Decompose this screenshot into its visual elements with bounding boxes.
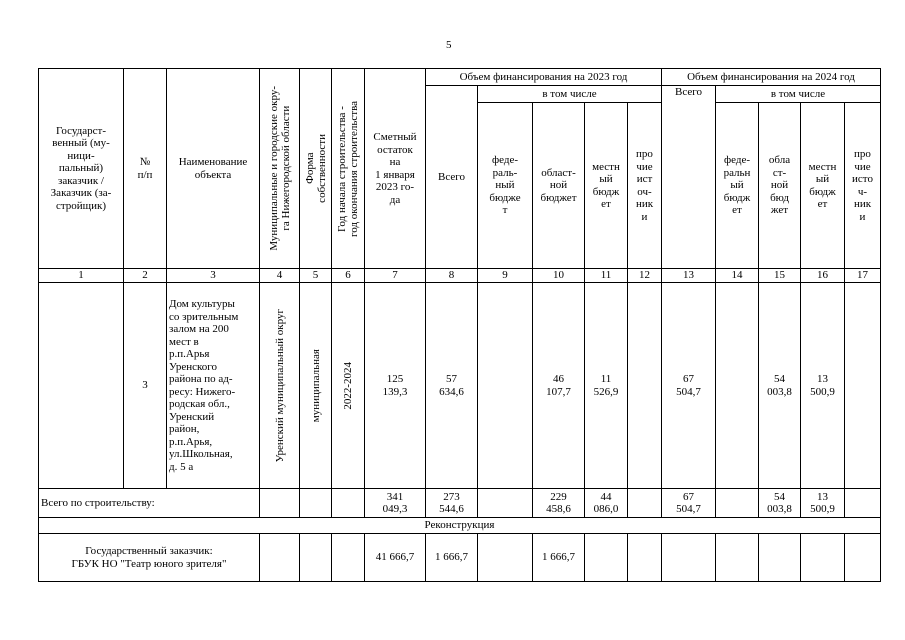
recon-empty <box>300 534 332 582</box>
total-estimate: 341 049,3 <box>365 489 426 518</box>
colnum: 11 <box>585 269 628 283</box>
object-municipality: Уренский муниципальный округ <box>273 308 286 463</box>
total-label: Всего по строительству: <box>39 489 260 518</box>
total-empty <box>260 489 300 518</box>
header-municipality-cell <box>260 69 300 269</box>
object-estimate: 125 139,3 <box>365 283 426 489</box>
header-total-2024: Всего <box>662 86 716 269</box>
header-regional-2024: обла ст- ной бюд жет <box>759 103 801 269</box>
object-other-2023 <box>628 283 662 489</box>
header-including-2024: в том числе <box>716 86 881 103</box>
section-row <box>39 518 881 534</box>
header-fin-2023: Объем финансирования на 2023 год <box>426 69 662 86</box>
total-empty <box>300 489 332 518</box>
total-total-2023: 273 544,6 <box>426 489 478 518</box>
colnum: 13 <box>662 269 716 283</box>
recon-total-2023: 1 666,7 <box>426 534 478 582</box>
recon-empty <box>845 534 881 582</box>
header-ownership: Форма собственности <box>303 134 328 203</box>
colnum: 3 <box>167 269 260 283</box>
header-name: Наименование объекта <box>167 69 260 269</box>
header-including-2023: в том числе <box>478 86 662 103</box>
recon-empty <box>260 534 300 582</box>
financing-table <box>38 68 881 582</box>
recon-empty <box>716 534 759 582</box>
total-regional-2023: 229 458,6 <box>533 489 585 518</box>
colnum: 9 <box>478 269 533 283</box>
column-numbers-row <box>39 269 881 283</box>
object-customer <box>39 283 124 489</box>
header-num: № п/п <box>124 69 167 269</box>
total-local-2023: 44 086,0 <box>585 489 628 518</box>
recon-estimate: 41 666,7 <box>365 534 426 582</box>
recon-empty <box>478 534 533 582</box>
section-title: Реконструкция <box>39 518 881 534</box>
header-federal-2023: феде- раль- ный бюдже т <box>478 103 533 269</box>
object-years-cell <box>332 283 365 489</box>
page-number: 5 <box>446 39 452 51</box>
object-local-2023: 11 526,9 <box>585 283 628 489</box>
header-federal-2024: феде- ральн ый бюдж ет <box>716 103 759 269</box>
colnum: 4 <box>260 269 300 283</box>
colnum: 5 <box>300 269 332 283</box>
recon-regional-2023: 1 666,7 <box>533 534 585 582</box>
total-empty <box>845 489 881 518</box>
total-row <box>39 489 881 518</box>
header-municipality: Муниципальные и городские окру- га Нижегородской области <box>267 86 292 251</box>
total-empty <box>478 489 533 518</box>
colnum: 1 <box>39 269 124 283</box>
object-regional-2024: 54 003,8 <box>759 283 801 489</box>
colnum: 16 <box>801 269 845 283</box>
colnum: 12 <box>628 269 662 283</box>
colnum: 7 <box>365 269 426 283</box>
colnum: 10 <box>533 269 585 283</box>
recon-empty <box>801 534 845 582</box>
total-regional-2024: 54 003,8 <box>759 489 801 518</box>
object-local-2024: 13 500,9 <box>801 283 845 489</box>
total-empty <box>716 489 759 518</box>
object-federal-2024 <box>716 283 759 489</box>
header-other-2023: про чие ист оч- ник и <box>628 103 662 269</box>
header-other-2024: про чие исто ч- ник и <box>845 103 881 269</box>
header-row-1 <box>39 69 881 86</box>
colnum: 2 <box>124 269 167 283</box>
object-other-2024 <box>845 283 881 489</box>
object-ownership: муниципальная <box>309 348 322 423</box>
total-empty <box>332 489 365 518</box>
header-estimate: Сметный остаток на 1 января 2023 го- да <box>365 69 426 269</box>
header-customer: Государст- венный (му- ници- пальный) заказчик / Заказчик (за- стройщик) <box>39 69 124 269</box>
header-ownership-cell <box>300 69 332 269</box>
recon-empty <box>662 534 716 582</box>
colnum: 14 <box>716 269 759 283</box>
object-years: 2022-2024 <box>342 361 354 410</box>
colnum: 6 <box>332 269 365 283</box>
total-total-2024: 67 504,7 <box>662 489 716 518</box>
object-ownership-cell <box>300 283 332 489</box>
header-years: Год начала строительства - год окончания строительства <box>336 100 360 237</box>
recon-empty <box>759 534 801 582</box>
colnum: 17 <box>845 269 881 283</box>
recon-empty <box>628 534 662 582</box>
header-local-2024: местн ый бюдж ет <box>801 103 845 269</box>
table-row <box>39 534 881 582</box>
object-municipality-cell <box>260 283 300 489</box>
recon-label: Государственный заказчик: ГБУК НО "Театр юного зрителя" <box>39 534 260 582</box>
table-row <box>39 283 881 489</box>
total-empty <box>628 489 662 518</box>
colnum: 8 <box>426 269 478 283</box>
object-name: Дом культуры со зрительным залом на 200 мест в р.п.Арья Уренского района по ад- ресу: Нижего- родская обл., Уренский район, р.п.Арья, ул.Школьная, д. 5 а <box>167 283 260 489</box>
object-regional-2023: 46 107,7 <box>533 283 585 489</box>
header-regional-2023: област- ной бюджет <box>533 103 585 269</box>
header-local-2023: местн ый бюдж ет <box>585 103 628 269</box>
object-federal-2023 <box>478 283 533 489</box>
object-num: 3 <box>124 283 167 489</box>
recon-empty <box>332 534 365 582</box>
object-total-2024: 67 504,7 <box>662 283 716 489</box>
header-fin-2024: Объем финансирования на 2024 год <box>662 69 881 86</box>
header-total-2023: Всего <box>426 86 478 269</box>
recon-empty <box>585 534 628 582</box>
colnum: 15 <box>759 269 801 283</box>
object-total-2023: 57 634,6 <box>426 283 478 489</box>
header-years-cell <box>332 69 365 269</box>
total-local-2024: 13 500,9 <box>801 489 845 518</box>
